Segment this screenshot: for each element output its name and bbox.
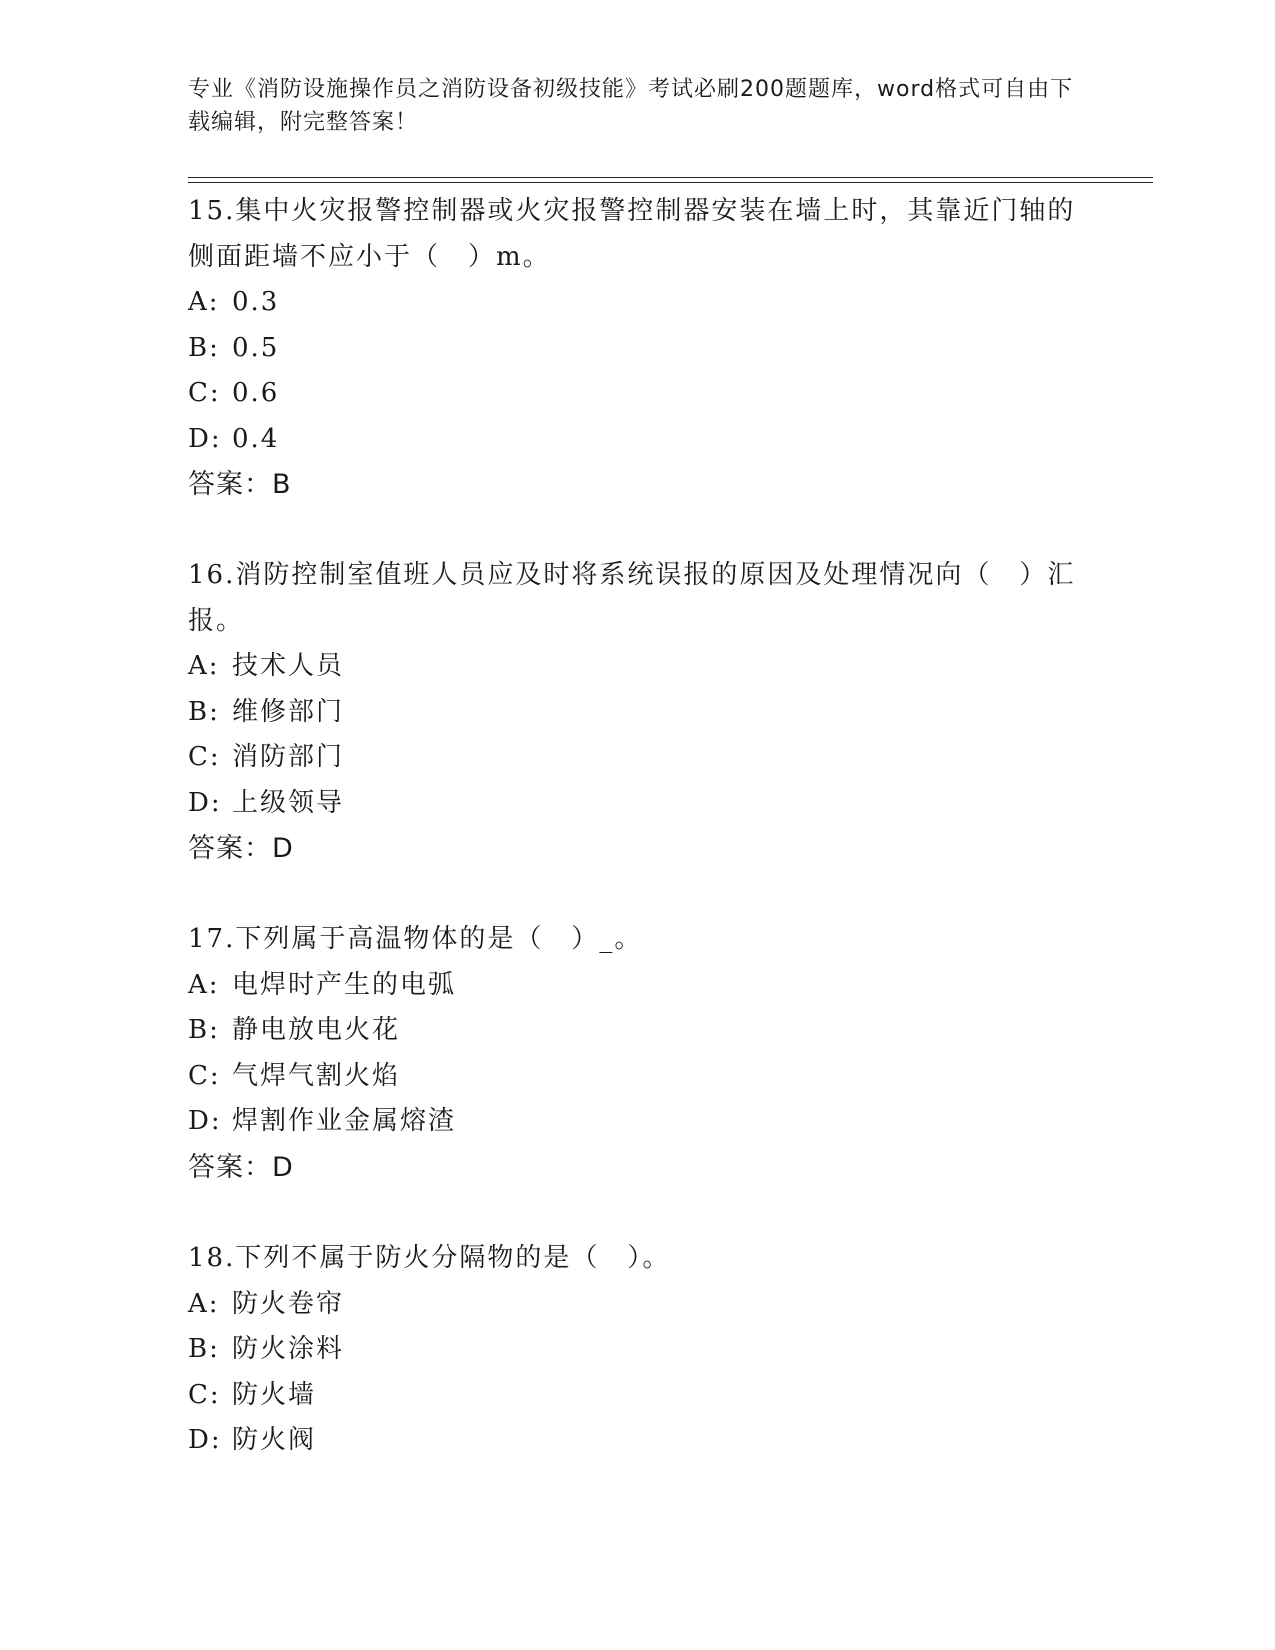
header-divider-line-second (188, 182, 1153, 183)
option-text: 静电放电火花 (232, 1015, 401, 1045)
option-d (188, 781, 1088, 827)
option-c (188, 371, 1088, 417)
option-letter: A: (188, 1288, 220, 1319)
option-a (188, 644, 1088, 690)
question-17 (188, 917, 1088, 1190)
option-text: 防火墙 (232, 1379, 317, 1410)
answer-line: 答案：B (188, 469, 292, 500)
option-d (188, 1099, 1088, 1145)
option-a (188, 1282, 1088, 1328)
option-c (188, 735, 1088, 781)
option-text: 0.3 (232, 287, 280, 317)
question-16 (188, 553, 1088, 872)
option-text: 电焊时产生的电弧 (232, 969, 457, 1000)
option-text: 防火卷帘 (232, 1288, 345, 1319)
question-stem: 18.下列不属于防火分隔物的是（ ）。 (188, 1243, 671, 1273)
option-letter: C: (188, 1060, 221, 1091)
question-stem: 16.消防控制室值班人员应及时将系统误报的原因及处理情况向（ ）汇报。 (188, 560, 1076, 636)
option-c (188, 1373, 1088, 1419)
option-a (188, 963, 1088, 1009)
option-letter: C: (188, 378, 221, 408)
option-letter: C: (188, 1379, 221, 1410)
document-header-title: 专业《消防设施操作员之消防设备初级技能》考试必刷200题题库，word格式可自由下载编辑，附完整答案！ (188, 77, 1074, 135)
option-b (188, 326, 1088, 372)
option-d (188, 417, 1088, 463)
header-divider-line (188, 177, 1153, 178)
option-text: 技术人员 (232, 651, 345, 681)
option-text: 维修部门 (232, 696, 345, 727)
option-text: 上级领导 (232, 787, 345, 818)
option-text: 0.5 (232, 332, 280, 363)
option-c (188, 1054, 1088, 1100)
option-letter: A: (188, 969, 220, 1000)
option-a (188, 280, 1088, 326)
option-letter: B: (188, 696, 220, 727)
question-stem: 15.集中火灾报警控制器或火灾报警控制器安装在墙上时，其靠近门轴的侧面距墙不应小于（ ）m。 (188, 196, 1076, 272)
option-letter: C: (188, 742, 221, 772)
option-letter: D: (188, 423, 222, 454)
option-letter: B: (188, 332, 220, 363)
option-b (188, 1327, 1088, 1373)
question-15 (188, 189, 1088, 508)
option-text: 气焊气割火焰 (232, 1060, 401, 1091)
question-18 (188, 1236, 1088, 1464)
option-text: 消防部门 (232, 742, 345, 772)
option-text: 防火阀 (232, 1425, 317, 1455)
option-b (188, 1008, 1088, 1054)
option-letter: A: (188, 287, 220, 317)
answer-line: 答案：D (188, 1151, 294, 1183)
option-text: 0.4 (232, 423, 280, 454)
option-letter: B: (188, 1015, 220, 1045)
option-letter: D: (188, 1106, 222, 1136)
option-text: 0.6 (232, 378, 280, 408)
option-b (188, 690, 1088, 736)
option-letter: B: (188, 1334, 220, 1364)
question-stem: 17.下列属于高温物体的是（ ）_。 (188, 924, 643, 954)
option-text: 焊割作业金属熔渣 (232, 1106, 457, 1136)
option-letter: D: (188, 1425, 222, 1455)
option-d (188, 1418, 1088, 1464)
answer-line: 答案：D (188, 833, 294, 864)
option-letter: A: (188, 651, 220, 681)
option-letter: D: (188, 787, 222, 818)
option-text: 防火涂料 (232, 1334, 345, 1364)
